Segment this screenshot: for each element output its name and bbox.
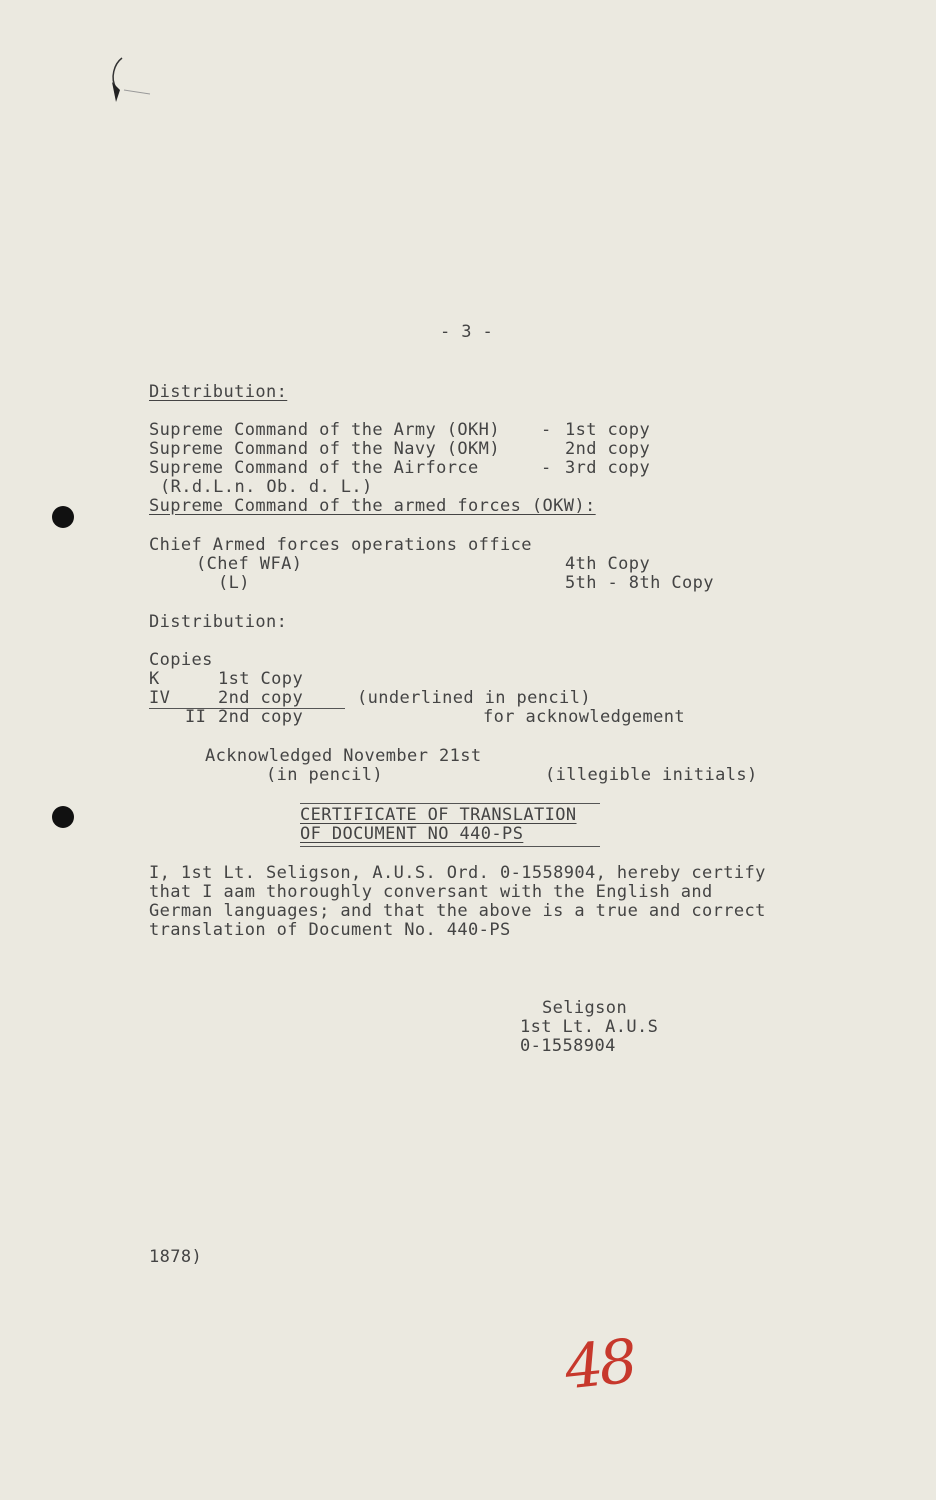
copies-note: for acknowledgement — [483, 707, 686, 727]
certificate-rule-top — [300, 803, 600, 804]
certificate-body-line: German languages; and that the above is a true and correct — [149, 901, 766, 921]
chief-sub-copy: 4th Copy — [565, 554, 651, 574]
chief-sub-label: (L) — [218, 573, 250, 593]
copies-code: IV — [149, 688, 171, 708]
copies-code: II — [185, 707, 207, 727]
certificate-title: CERTIFICATE OF TRANSLATION — [300, 805, 577, 825]
recipient-copy: 1st copy — [565, 420, 651, 440]
copies-code: K — [149, 669, 160, 689]
copies-copy: 2nd copy — [218, 688, 304, 708]
page-number: - 3 - — [440, 322, 494, 342]
copies-copy: 1st Copy — [218, 669, 304, 689]
acknowledged-note: (in pencil) — [266, 765, 383, 785]
recipient-dash: - — [541, 420, 552, 440]
chief-sub-copy: 5th - 8th Copy — [565, 573, 714, 593]
recipient-name: Supreme Command of the Airforce — [149, 458, 479, 478]
signature-serial: 0-1558904 — [520, 1036, 616, 1056]
recipient-name: Supreme Command of the Army (OKH) — [149, 420, 500, 440]
acknowledged-line: Acknowledged November 21st — [205, 746, 482, 766]
copies-copy: 2nd copy — [218, 707, 304, 727]
copies-note: (underlined in pencil) — [357, 688, 591, 708]
signature-rank: 1st Lt. A.U.S — [520, 1017, 659, 1037]
recipient-name: Supreme Command of the Navy (OKM) — [149, 439, 500, 459]
airforce-subtitle: (R.d.L.n. Ob. d. L.) — [160, 477, 373, 497]
okw-line: Supreme Command of the armed forces (OKW): — [149, 496, 596, 516]
punch-hole-top — [52, 506, 74, 528]
certificate-subtitle: OF DOCUMENT NO 440-PS — [300, 824, 524, 844]
certificate-body-line: that I aam thoroughly conversant with the English and — [149, 882, 713, 902]
copies-heading: Copies — [149, 650, 213, 670]
certificate-body-line: I, 1st Lt. Seligson, A.U.S. Ord. 0-1558904, hereby certify — [149, 863, 766, 883]
footer-code: 1878) — [149, 1247, 203, 1267]
distribution-heading-2: Distribution: — [149, 612, 288, 632]
pen-mark — [100, 50, 160, 110]
chief-sub-label: (Chef WFA) — [196, 554, 303, 574]
punch-hole-bottom — [52, 806, 74, 828]
chief-line: Chief Armed forces operations office — [149, 535, 532, 555]
recipient-copy: 3rd copy — [565, 458, 651, 478]
distribution-heading: Distribution: — [149, 382, 288, 402]
initials-note: (illegible initials) — [545, 765, 758, 785]
handwritten-page-number: 48 — [561, 1326, 637, 1404]
recipient-dash: - — [541, 458, 552, 478]
certificate-body-line: translation of Document No. 440-PS — [149, 920, 511, 940]
recipient-copy: 2nd copy — [565, 439, 651, 459]
signature-name: Seligson — [542, 998, 628, 1018]
certificate-rule-bottom — [300, 846, 600, 847]
